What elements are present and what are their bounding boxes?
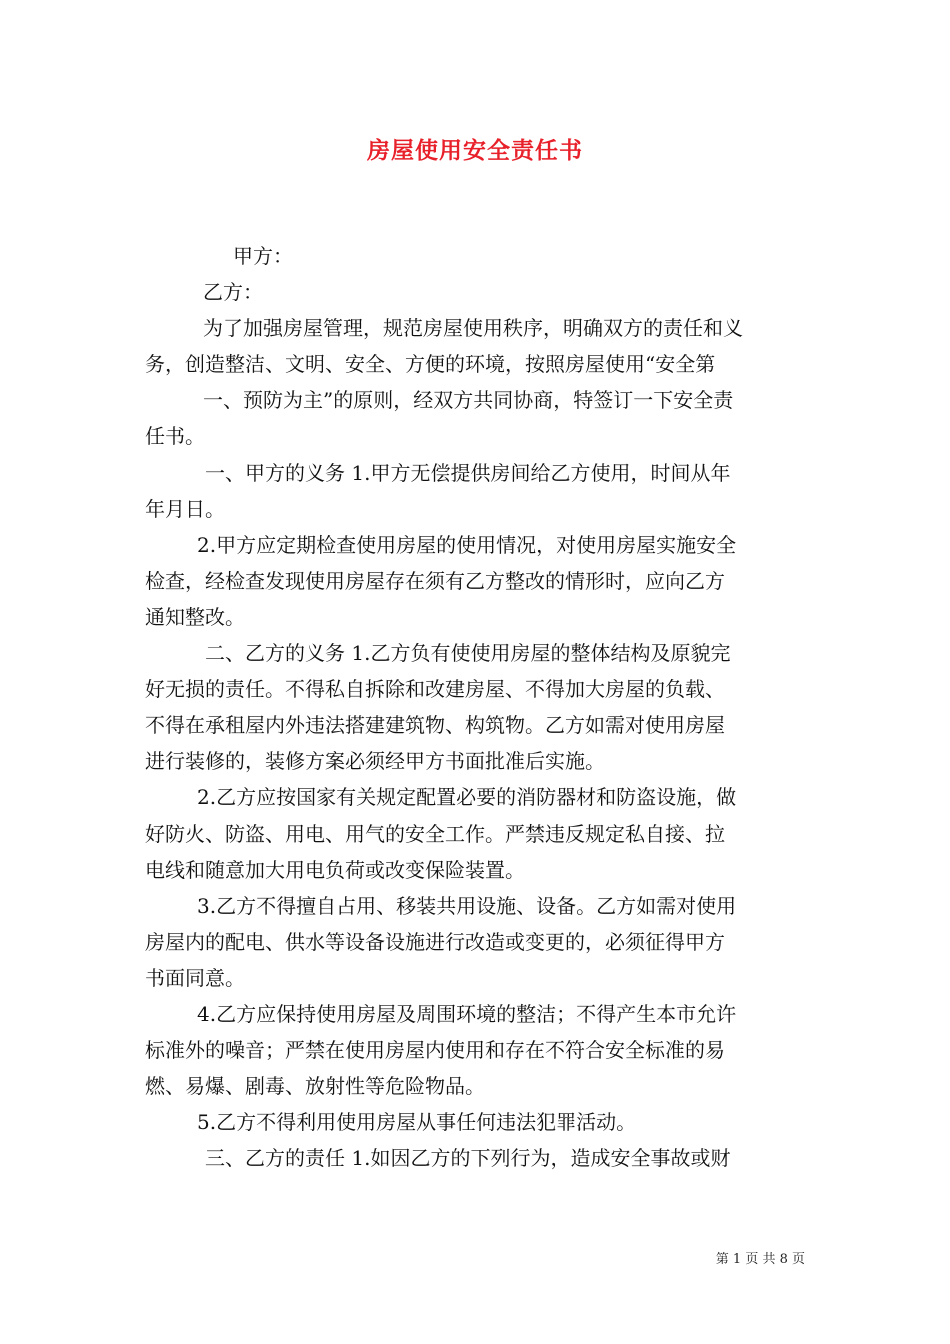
paragraph-line: 电线和随意加大用电负荷或改变保险装置。 bbox=[145, 857, 525, 882]
page-number-footer: 第 1 页 共 8 页 bbox=[715, 1252, 805, 1267]
paragraph-line: 为了加强房屋管理，规范房屋使用秩序，明确双方的责任和义 bbox=[203, 316, 743, 341]
document-title: 房屋使用安全责任书 bbox=[367, 138, 583, 164]
paragraph-line: 3.乙方不得擅自占用、移装共用设施、设备。乙方如需对使用 bbox=[197, 893, 737, 918]
paragraph-line: 5.乙方不得利用使用房屋从事任何违法犯罪活动。 bbox=[197, 1110, 637, 1135]
paragraph-line: 2.甲方应定期检查使用房屋的使用情况，对使用房屋实施安全 bbox=[197, 532, 737, 557]
section-heading-line: 一、甲方的义务 1.甲方无偿提供房间给乙方使用，时间从年 bbox=[205, 460, 731, 485]
paragraph-line: 检查，经检查发现使用房屋存在须有乙方整改的情形时，应向乙方 bbox=[145, 568, 725, 593]
party-b-line: 乙方： bbox=[203, 280, 263, 305]
party-a-line: 甲方： bbox=[233, 244, 293, 268]
paragraph-line: 标准外的噪音；严禁在使用房屋内使用和存在不符合安全标准的易 bbox=[145, 1038, 725, 1063]
paragraph-line: 4.乙方应保持使用房屋及周围环境的整洁；不得产生本市允许 bbox=[197, 1001, 737, 1026]
paragraph-line: 不得在承租屋内外违法搭建建筑物、构筑物。乙方如需对使用房屋 bbox=[145, 713, 725, 738]
section-heading-line: 二、乙方的义务 1.乙方负有使使用房屋的整体结构及原貌完 bbox=[205, 641, 731, 666]
paragraph-line: 好防火、防盗、用电、用气的安全工作。严禁违反规定私自接、拉 bbox=[145, 821, 725, 846]
paragraph-line: 好无损的责任。不得私自拆除和改建房屋、不得加大房屋的负载、 bbox=[145, 677, 725, 702]
paragraph-line: 一、预防为主”的原则，经双方共同协商，特签订一下安全责 bbox=[203, 388, 734, 413]
paragraph-line: 任书。 bbox=[145, 424, 205, 449]
paragraph-line: 进行装修的，装修方案必须经甲方书面批准后实施。 bbox=[145, 749, 605, 774]
paragraph-line: 燃、易爆、剧毒、放射性等危险物品。 bbox=[145, 1074, 485, 1099]
paragraph-line: 房屋内的配电、供水等设备设施进行改造或变更的，必须征得甲方 bbox=[145, 929, 725, 954]
paragraph-line: 通知整改。 bbox=[145, 604, 245, 629]
section-heading-line: 三、乙方的责任 1.如因乙方的下列行为，造成安全事故或财 bbox=[205, 1146, 731, 1171]
paragraph-line: 年月日。 bbox=[145, 496, 225, 521]
document-body bbox=[145, 238, 809, 1176]
paragraph-line: 书面同意。 bbox=[145, 965, 245, 990]
paragraph-line: 务，创造整洁、文明、安全、方便的环境，按照房屋使用“安全第 bbox=[145, 352, 716, 377]
paragraph-line: 2.乙方应按国家有关规定配置必要的消防器材和防盗设施，做 bbox=[197, 785, 737, 810]
